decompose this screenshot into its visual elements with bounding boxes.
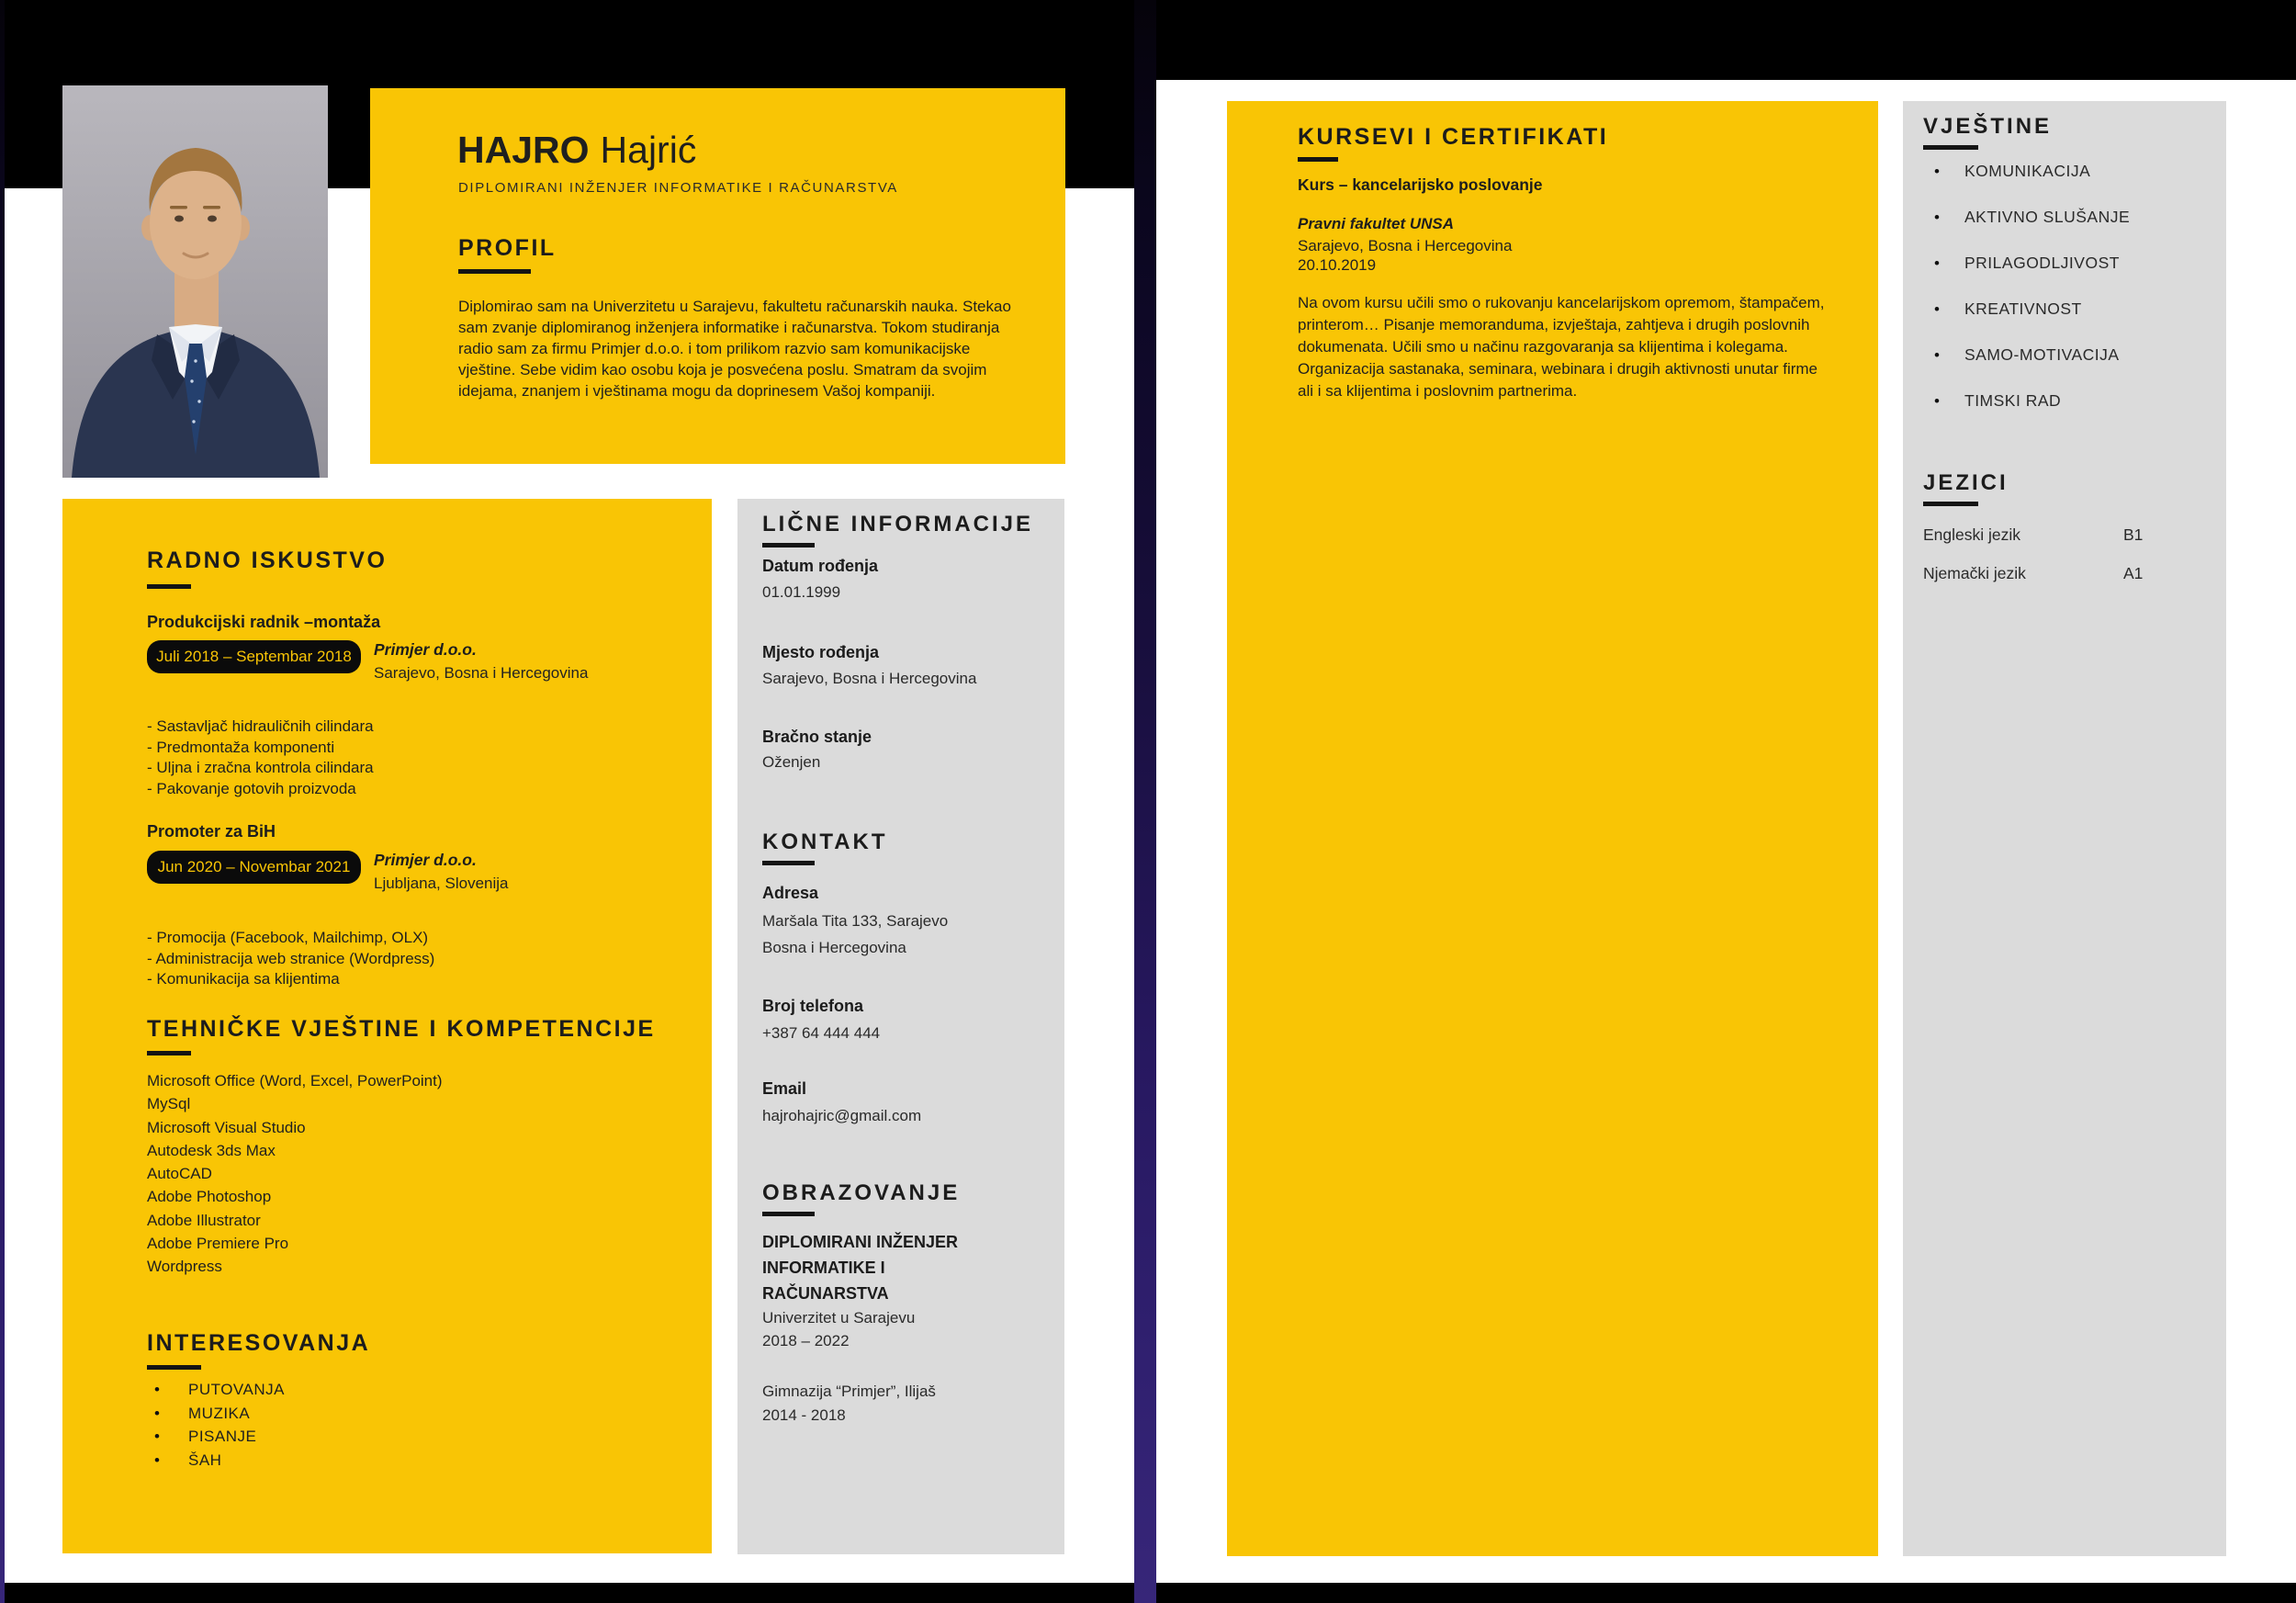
job-company-block: [374, 640, 588, 683]
skill-item: [1923, 345, 2130, 391]
highschool-years: 2014 - 2018: [762, 1406, 846, 1424]
tech-skill-item: Microsoft Office (Word, Excel, PowerPoint): [147, 1072, 443, 1089]
language-level: A1: [2123, 564, 2144, 582]
field-label: Mjesto rođenja: [762, 643, 880, 661]
job-period-badge: Juli 2018 – Septembar 2018: [147, 640, 361, 673]
job-duty: - Sastavljač hidrauličnih cilindara: [147, 717, 374, 735]
field-value: Sarajevo, Bosna i Hercegovina: [762, 670, 977, 687]
tech-skill-item: Autodesk 3ds Max: [147, 1141, 276, 1159]
degree-years: 2018 – 2022: [762, 1332, 850, 1349]
language-row: [1923, 525, 2199, 545]
job-duty: - Pakovanje gotovih proizvoda: [147, 779, 356, 797]
skill-item: [1923, 208, 2130, 254]
portrait-photo: [62, 85, 328, 478]
course-institution: Pravni fakultet UNSA: [1298, 215, 1455, 232]
job-location: Sarajevo, Bosna i Hercegovina: [374, 664, 589, 682]
education-rule: [762, 1212, 815, 1216]
tech-skills-list: [147, 1069, 443, 1279]
skill-item: [1923, 162, 2130, 208]
highschool-name: Gimnazija “Primjer”, Ilijaš: [762, 1383, 936, 1400]
experience-rule: [147, 584, 191, 589]
interest-item: [147, 1428, 285, 1451]
courses-column: [1227, 101, 1878, 1556]
job-duties-list: [147, 928, 434, 990]
person-name: [457, 129, 696, 172]
interest-label: ŠAH: [188, 1451, 222, 1469]
profil-rule: [458, 269, 531, 274]
job-duty: - Promocija (Facebook, Mailchimp, OLX): [147, 929, 429, 946]
job-company-block: [374, 851, 509, 893]
skills-rule: [1923, 145, 1978, 150]
interests-list: [147, 1381, 285, 1474]
experience-heading: RADNO ISKUSTVO: [147, 548, 388, 573]
personal-info-panel: [737, 499, 1064, 1554]
field-label: Datum rođenja: [762, 557, 879, 575]
field-value: Oženjen: [762, 753, 821, 771]
skill-label: PRILAGODLJIVOST: [1964, 254, 2120, 272]
email-value: hajrohajric@gmail.com: [762, 1107, 922, 1124]
phone-value: +387 64 444 444: [762, 1024, 881, 1042]
tech-skill-item: AutoCAD: [147, 1165, 212, 1183]
page2-header-band: [1156, 0, 2296, 80]
tech-skill-item: Adobe Premiere Pro: [147, 1235, 289, 1253]
skills-heading: VJEŠTINE: [1923, 114, 2053, 139]
page1-footer-band: [5, 1583, 1134, 1603]
courses-rule: [1298, 157, 1338, 162]
language-row: [1923, 564, 2199, 583]
tech-skill-item: Wordpress: [147, 1258, 222, 1276]
interest-label: PUTOVANJA: [188, 1381, 285, 1398]
bullet-icon: •: [1934, 392, 1940, 410]
field-value: 01.01.1999: [762, 583, 841, 601]
tech-skill-item: Adobe Illustrator: [147, 1211, 261, 1229]
portrait-photo-graphic: [62, 85, 328, 478]
interest-label: PISANJE: [188, 1428, 257, 1445]
language-name: Njemački jezik: [1923, 564, 2026, 582]
skill-label: AKTIVNO SLUŠANJE: [1964, 208, 2131, 226]
course-title: Kurs – kancelarijsko poslovanje: [1298, 175, 1543, 194]
profil-text: Diplomirao sam na Univerzitetu u Sarajevu, fakultetu računarskih nauka. Stekao sam zvanje diplomiranog inženjera informatike i računarstva. Tokom studiranja radio sam za firmu Primjer d.o.o. i tom prilikom razvio sam komunikacijske vještine. Sebe vidim kao osobu koja je posvećena poslu. Smatram da svojim idejama, znanjem i vještinama mogu da doprinesem Vašoj kompaniji.: [458, 298, 1011, 400]
job-duty: - Administracija web stranice (Wordpress): [147, 949, 435, 967]
language-name: Engleski jezik: [1923, 525, 2021, 544]
job-duty: - Uljna i zračna kontrola cilindara: [147, 759, 374, 776]
skills-panel: [1903, 101, 2226, 1556]
bullet-icon: •: [154, 1451, 160, 1469]
job-meta-row: [147, 851, 509, 893]
bullet-icon: •: [1934, 163, 1940, 180]
cv-page-2: [1156, 0, 2296, 1603]
bullet-icon: •: [1934, 254, 1940, 272]
job-company: Primjer d.o.o.: [374, 851, 477, 869]
course-date: 20.10.2019: [1298, 256, 1377, 274]
job-title: Promoter za BiH: [147, 822, 276, 841]
bullet-icon: •: [1934, 300, 1940, 318]
skill-label: TIMSKI RAD: [1964, 391, 2062, 410]
bullet-icon: •: [154, 1381, 160, 1398]
interests-rule: [147, 1365, 201, 1370]
course-description: Na ovom kursu učili smo o rukovanju kancelarijskom opremom, štampačem, printerom… Pisanje memoranduma, izvještaja, zahtjeva i drugih poslovnih dokumenata. Učili smo u načinu razgovaranja sa klijentima i kolegama. Organizacija sastanaka, seminara, webinara i drugih aktivnosti unutar firme ali i sa klijentima i poslovnim partnerima.: [1298, 294, 1825, 400]
experience-column: [62, 499, 712, 1553]
course-location: Sarajevo, Bosna i Hercegovina: [1298, 237, 1513, 254]
address-label: Adresa: [762, 884, 819, 902]
address-line: Bosna i Hercegovina: [762, 939, 906, 956]
profil-heading: PROFIL: [458, 235, 557, 261]
phone-label: Broj telefona: [762, 997, 864, 1015]
tech-skill-item: Adobe Photoshop: [147, 1188, 272, 1206]
tech-skill-item: MySql: [147, 1095, 191, 1113]
language-level: B1: [2123, 525, 2144, 544]
contact-heading: KONTAKT: [762, 830, 888, 854]
address-line: Maršala Tita 133, Sarajevo: [762, 912, 949, 930]
degree-title: DIPLOMIRANI INŽENJER INFORMATIKE I RAČUNARSTVA: [762, 1233, 959, 1303]
job-location: Ljubljana, Slovenija: [374, 875, 509, 892]
bullet-icon: •: [154, 1404, 160, 1422]
name-header-box: [370, 88, 1065, 464]
personal-info-rule: [762, 543, 815, 548]
job-duty: - Komunikacija sa klijentima: [147, 970, 340, 988]
job-company: Primjer d.o.o.: [374, 640, 477, 659]
degree-school: Univerzitet u Sarajevu: [762, 1309, 916, 1326]
bullet-icon: •: [154, 1428, 160, 1445]
email-label: Email: [762, 1079, 807, 1098]
skill-item: [1923, 254, 2130, 299]
person-title: DIPLOMIRANI INŽENJER INFORMATIKE I RAČUNARSTVA: [458, 180, 898, 196]
job-duty: - Predmontaža komponenti: [147, 738, 335, 756]
job-duties-list: [147, 717, 374, 799]
interest-item: [147, 1381, 285, 1405]
personal-info-heading: LIČNE INFORMACIJE: [762, 512, 1034, 536]
education-heading: OBRAZOVANJE: [762, 1180, 961, 1205]
bullet-icon: •: [1934, 346, 1940, 364]
tech-skills-rule: [147, 1051, 191, 1055]
skill-label: KREATIVNOST: [1964, 299, 2082, 318]
page2-footer-band: [1156, 1583, 2296, 1603]
field-label: Bračno stanje: [762, 728, 872, 746]
skill-label: SAMO-MOTIVACIJA: [1964, 345, 2120, 364]
skills-list: [1923, 162, 2130, 437]
cv-page-1: [5, 0, 1134, 1603]
interest-label: MUZIKA: [188, 1404, 251, 1422]
last-name: Hajrić: [600, 129, 697, 171]
courses-heading: KURSEVI I CERTIFIKATI: [1298, 124, 1609, 150]
job-meta-row: [147, 640, 588, 683]
languages-rule: [1923, 502, 1978, 506]
job-period-badge: Jun 2020 – Novembar 2021: [147, 851, 361, 884]
bullet-icon: •: [1934, 209, 1940, 226]
first-name: HAJRO: [457, 129, 590, 171]
contact-rule: [762, 861, 815, 865]
interest-item: [147, 1451, 285, 1475]
skill-item: [1923, 299, 2130, 345]
languages-heading: JEZICI: [1923, 470, 2009, 495]
tech-skill-item: Microsoft Visual Studio: [147, 1118, 306, 1136]
job-title: Produkcijski radnik –montaža: [147, 613, 381, 631]
skill-label: KOMUNIKACIJA: [1964, 162, 2091, 180]
interests-heading: INTERESOVANJA: [147, 1330, 371, 1356]
interest-item: [147, 1405, 285, 1428]
tech-skills-heading: TEHNIČKE VJEŠTINE I KOMPETENCIJE: [147, 1016, 656, 1042]
skill-item: [1923, 391, 2130, 437]
